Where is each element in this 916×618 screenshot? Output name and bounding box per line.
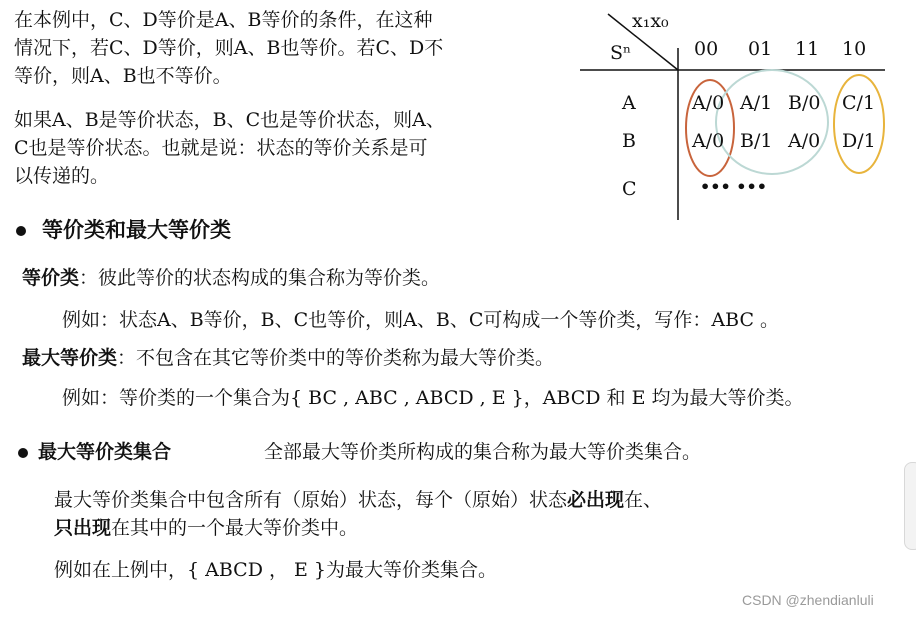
col-header-10: 10 bbox=[842, 38, 867, 60]
bullet-icon bbox=[16, 226, 26, 236]
section2-body-line2 bbox=[54, 516, 358, 540]
body-a1: 最大等价类集合中包含所有（原始）状态，每个（原始）状态 bbox=[54, 489, 568, 511]
def2 bbox=[22, 346, 554, 370]
para1-line3: 等价，则A、B也不等价。 bbox=[14, 65, 232, 87]
row-state-c: C bbox=[622, 178, 637, 200]
def1-term: 等价类 bbox=[22, 267, 80, 289]
cell-a-01: A/1 bbox=[740, 92, 773, 114]
right-circle bbox=[834, 75, 884, 173]
para2-line2: C也是等价状态。也就是说：状态的等价关系是可 bbox=[14, 137, 428, 159]
cell-a-00: A/0 bbox=[692, 92, 725, 114]
section1-heading: 等价类和最大等价类 bbox=[42, 217, 231, 242]
col-header-01: 01 bbox=[748, 38, 773, 60]
para1-line2: 情况下，若C、D等价，则A、B也等价。若C、D不 bbox=[14, 37, 444, 59]
body-a3: 在、 bbox=[624, 489, 663, 511]
row-state-a: A bbox=[622, 92, 636, 114]
def2-text: ：不包含在其它等价类中的等价类称为最大等价类。 bbox=[117, 347, 555, 369]
section2-heading-desc: 全部最大等价类所构成的集合称为最大等价类集合。 bbox=[264, 441, 702, 463]
def1 bbox=[22, 266, 440, 290]
para1-line1: 在本例中，C、D等价是A、B等价的条件，在这种 bbox=[14, 9, 433, 31]
cell-a-10: C/1 bbox=[842, 92, 876, 114]
col-header-11: 11 bbox=[795, 38, 820, 60]
para2-line3: 以传递的。 bbox=[14, 165, 110, 187]
body-b2: 在其中的一个最大等价类中。 bbox=[111, 517, 359, 539]
def2-term: 最大等价类 bbox=[22, 347, 118, 369]
def1-text: ：彼此等价的状态构成的集合称为等价类。 bbox=[79, 267, 441, 289]
section2-heading: 最大等价类集合 bbox=[38, 441, 172, 463]
cell-b-00: A/0 bbox=[692, 130, 725, 152]
cell-c-dots: ••• ••• bbox=[700, 177, 767, 196]
body-a2: 必出现 bbox=[567, 489, 625, 511]
middle-circle bbox=[716, 70, 828, 174]
section2-body-line1 bbox=[54, 488, 662, 512]
cell-b-10: D/1 bbox=[842, 130, 876, 152]
cell-b-01: B/1 bbox=[740, 130, 773, 152]
section2-example: 例如在上例中，{ ABCD ， E }为最大等价类集合。 bbox=[54, 559, 498, 581]
para2-line1: 如果A、B是等价状态，B、C也是等价状态，则A、 bbox=[14, 109, 445, 131]
bullet-icon bbox=[18, 448, 28, 458]
row-state-b: B bbox=[622, 130, 636, 152]
watermark: CSDN @zhendianluli bbox=[742, 592, 874, 608]
state-table bbox=[580, 8, 890, 228]
var-label: x₁x₀ bbox=[632, 10, 669, 32]
state-label: Sⁿ bbox=[610, 42, 632, 64]
col-header-00: 00 bbox=[694, 38, 719, 60]
cell-a-11: B/0 bbox=[788, 92, 821, 114]
body-b1: 只出现 bbox=[54, 517, 112, 539]
side-panel-tab[interactable] bbox=[904, 462, 916, 550]
cell-b-11: A/0 bbox=[788, 130, 821, 152]
example2: 例如：等价类的一个集合为{ BC , ABC , ABCD , E }，ABCD 和 E 均为最大等价类。 bbox=[62, 387, 804, 409]
example1: 例如：状态A、B等价，B、C也等价，则A、B、C可构成一个等价类，写作：ABC 。 bbox=[62, 309, 780, 331]
